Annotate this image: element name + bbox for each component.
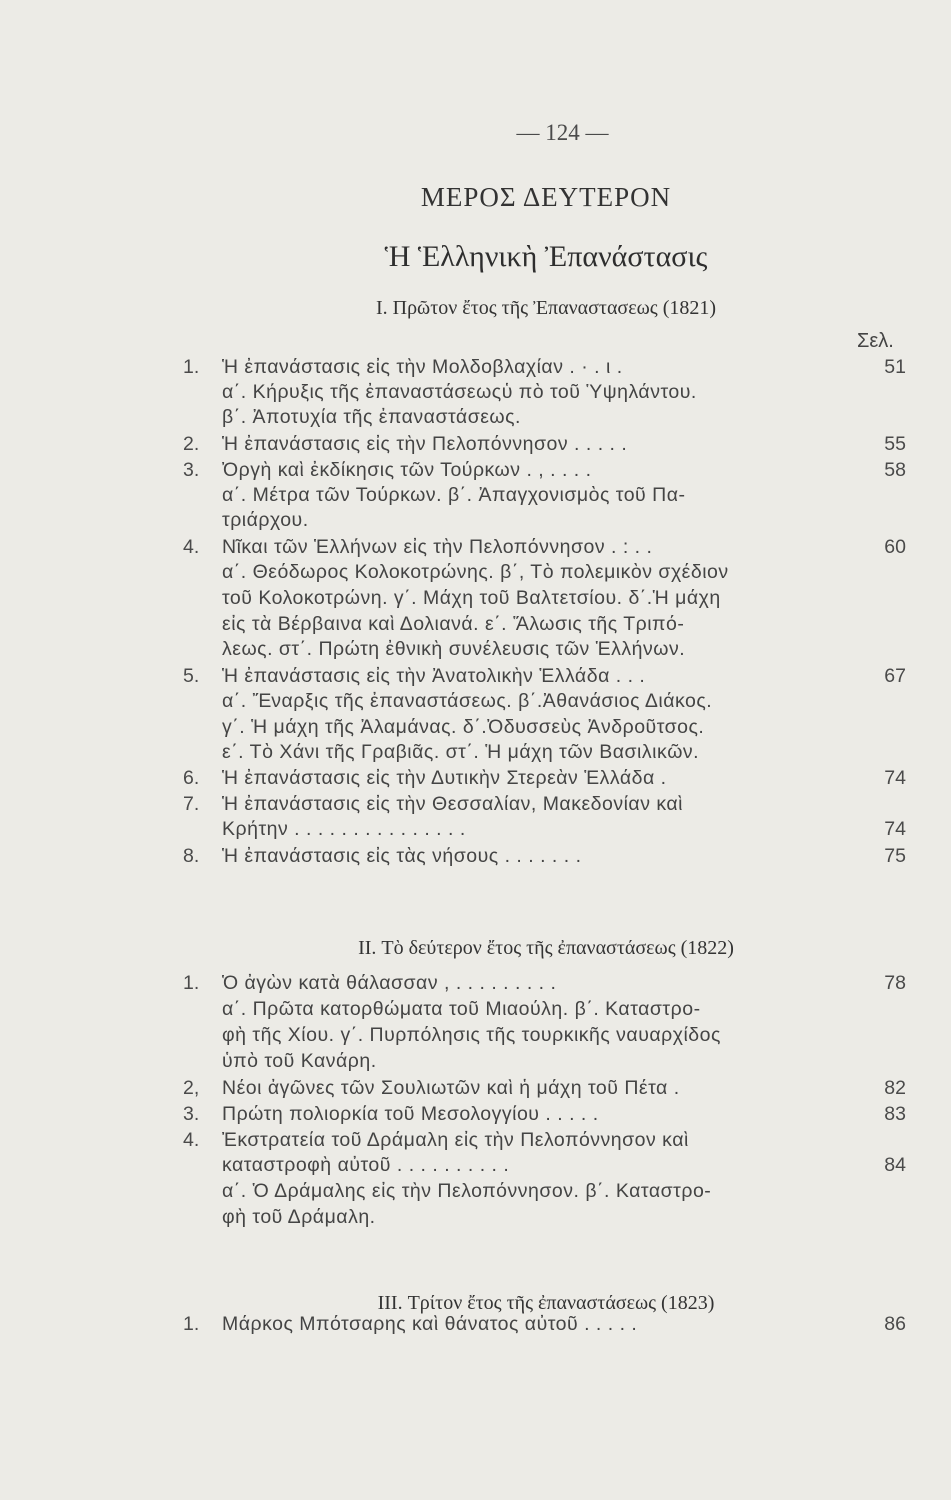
toc-entry-title: Ἡ ἐπανάστασις εἰς τὴν Ἀνατολικὴν Ἑλλάδα . . . (222, 665, 646, 687)
toc-entry-number: 1. (183, 972, 200, 994)
toc-entry-page: 75 (884, 845, 906, 867)
book-title: Ἡ Ἑλληνικὴ Ἐπανάστασις (384, 240, 708, 273)
toc-entry-number: 5. (183, 665, 200, 687)
toc-entry-number: 4. (183, 536, 200, 558)
toc-entry-detail: α΄. Κήρυξις τῆς ἐπαναστάσεωςὑ πὸ τοῦ Ὑψηλάντου. (222, 381, 697, 403)
toc-entry-number: 1. (183, 1313, 200, 1335)
toc-entry-page: 86 (884, 1313, 906, 1335)
toc-entry-page: 60 (884, 536, 906, 558)
toc-entry-detail: α΄. Ὁ Δράμαλης εἰς τὴν Πελοπόννησον. β΄. Καταστρο- (222, 1180, 712, 1202)
page-column-label: Σελ. (857, 330, 894, 352)
toc-entry-detail: α΄. Ἔναρξις τῆς ἐπαναστάσεως. β΄.Ἀθανάσιος Διάκος. (222, 690, 713, 712)
toc-entry-title: Ἡ ἐπανάστασις εἰς τὴν Θεσσαλίαν, Μακεδονίαν καὶ (222, 793, 683, 815)
section-heading-2: II. Τὸ δεύτερον ἔτος τῆς ἐπαναστάσεως (1822) (358, 937, 734, 959)
toc-entry-page: 83 (884, 1103, 906, 1125)
toc-entry-number: 7. (183, 793, 200, 815)
toc-entry-number: 8. (183, 845, 200, 867)
toc-entry-detail: α΄. Πρῶτα κατορθώματα τοῦ Μιαούλη. β΄. Καταστρο- (222, 998, 701, 1020)
toc-entry-number: 3. (183, 459, 200, 481)
toc-entry-number: 4. (183, 1129, 200, 1151)
toc-entry-detail: β΄. Ἀποτυχία τῆς ἐπαναστάσεως. (222, 406, 521, 428)
toc-entry-page: 51 (884, 356, 906, 378)
toc-entry-page: 74 (884, 818, 906, 840)
toc-entry-title: Ἡ ἐπανάστασις εἰς τὰς νήσους . . . . . . . (222, 845, 582, 867)
toc-entry-title: Ὀργὴ καὶ ἐκδίκησις τῶν Τούρκων . , . . . . (222, 459, 592, 481)
toc-entry-title: Μάρκος Μπότσαρης καὶ θάνατος αὐτοῦ . . . . . (222, 1313, 638, 1335)
toc-entry-detail: α΄. Θεόδωρος Κολοκοτρώνης. β΄, Τὸ πολεμικὸν σχέδιον (222, 561, 729, 583)
toc-entry-detail: φὴ τῆς Χίου. γ΄. Πυρπόλησις τῆς τουρκικῆς ναυαρχίδος (222, 1024, 721, 1046)
toc-entry-page: 84 (884, 1154, 906, 1176)
toc-entry-detail: λεως. στ΄. Πρώτη ἐθνικὴ συνέλευσις τῶν Ἑλλήνων. (222, 638, 686, 660)
toc-entry-title: Ἡ ἐπανάστασις εἰς τὴν Δυτικὴν Στερεὰν Ἑλλάδα . (222, 767, 667, 789)
section-heading-1: I. Πρῶτον ἔτος τῆς Ἐπαναστασεως (1821) (375, 297, 717, 319)
toc-entry-title: Ἡ ἐπανάστασις εἰς τὴν Μολδοβλαχίαν . · . ι . (222, 356, 623, 378)
toc-entry-detail: φὴ τοῦ Δράμαλη. (222, 1206, 376, 1228)
toc-entry-detail: ε΄. Τὸ Χάνι τῆς Γραβιᾶς. στ΄. Ἡ μάχη τῶν Βασιλικῶν. (222, 741, 700, 763)
toc-entry-detail: καταστροφὴ αὐτοῦ . . . . . . . . . . (222, 1154, 510, 1176)
toc-entry-number: 2, (183, 1077, 200, 1099)
toc-entry-detail: τριάρχου. (222, 509, 309, 531)
toc-entry-title: Νῖκαι τῶν Ἑλλήνων εἰς τὴν Πελοπόννησον . : . . (222, 536, 653, 558)
toc-entry-number: 1. (183, 356, 200, 378)
toc-entry-title: Ἐκστρατεία τοῦ Δράμαλη εἰς τὴν Πελοπόννησον καὶ (222, 1129, 689, 1151)
part-title: ΜΕΡΟΣ ΔΕΥΤΕΡΟΝ (420, 182, 672, 212)
toc-entry-detail: α΄. Μέτρα τῶν Τούρκων. β΄. Ἀπαγχονισμὸς τοῦ Πα- (222, 484, 686, 506)
toc-entry-number: 3. (183, 1103, 200, 1125)
toc-entry-page: 58 (884, 459, 906, 481)
toc-entry-title: Νέοι ἀγῶνες τῶν Σουλιωτῶν καὶ ἡ μάχη τοῦ Πέτα . (222, 1077, 680, 1099)
toc-entry-number: 2. (183, 433, 200, 455)
toc-entry-detail: εἰς τὰ Βέρβαινα καὶ Δολιανά. ε΄. Ἅλωσις τῆς Τριπό- (222, 613, 685, 635)
toc-entry-detail: Κρήτην . . . . . . . . . . . . . . . (222, 818, 466, 840)
toc-entry-page: 82 (884, 1077, 906, 1099)
toc-entry-number: 6. (183, 767, 200, 789)
page-number: — 124 — (516, 120, 609, 145)
section-heading-3: III. Τρίτον ἔτος τῆς ἐπαναστάσεως (1823) (377, 1292, 715, 1314)
toc-entry-title: Ὁ ἀγὼν κατὰ θάλασσαν , . . . . . . . . . (222, 972, 557, 994)
toc-entry-detail: τοῦ Κολοκοτρώνη. γ΄. Μάχη τοῦ Βαλτετσίου. δ΄.Ἡ μάχη (222, 587, 721, 609)
toc-entry-detail: γ΄. Ἡ μάχη τῆς Ἀλαμάνας. δ΄.Ὀδυσσεὺς Ἀνδροῦτσος. (222, 716, 705, 738)
toc-entry-title: Πρώτη πολιορκία τοῦ Μεσολογγίου . . . . . (222, 1103, 599, 1125)
toc-entry-page: 74 (884, 767, 906, 789)
toc-entry-page: 55 (884, 433, 906, 455)
toc-entry-page: 67 (884, 665, 906, 687)
toc-entry-detail: ὑπὸ τοῦ Κανάρη. (222, 1050, 377, 1072)
toc-entry-title: Ἡ ἐπανάστασις εἰς τὴν Πελοπόννησον . . . . . (222, 433, 628, 455)
toc-entry-page: 78 (884, 972, 906, 994)
